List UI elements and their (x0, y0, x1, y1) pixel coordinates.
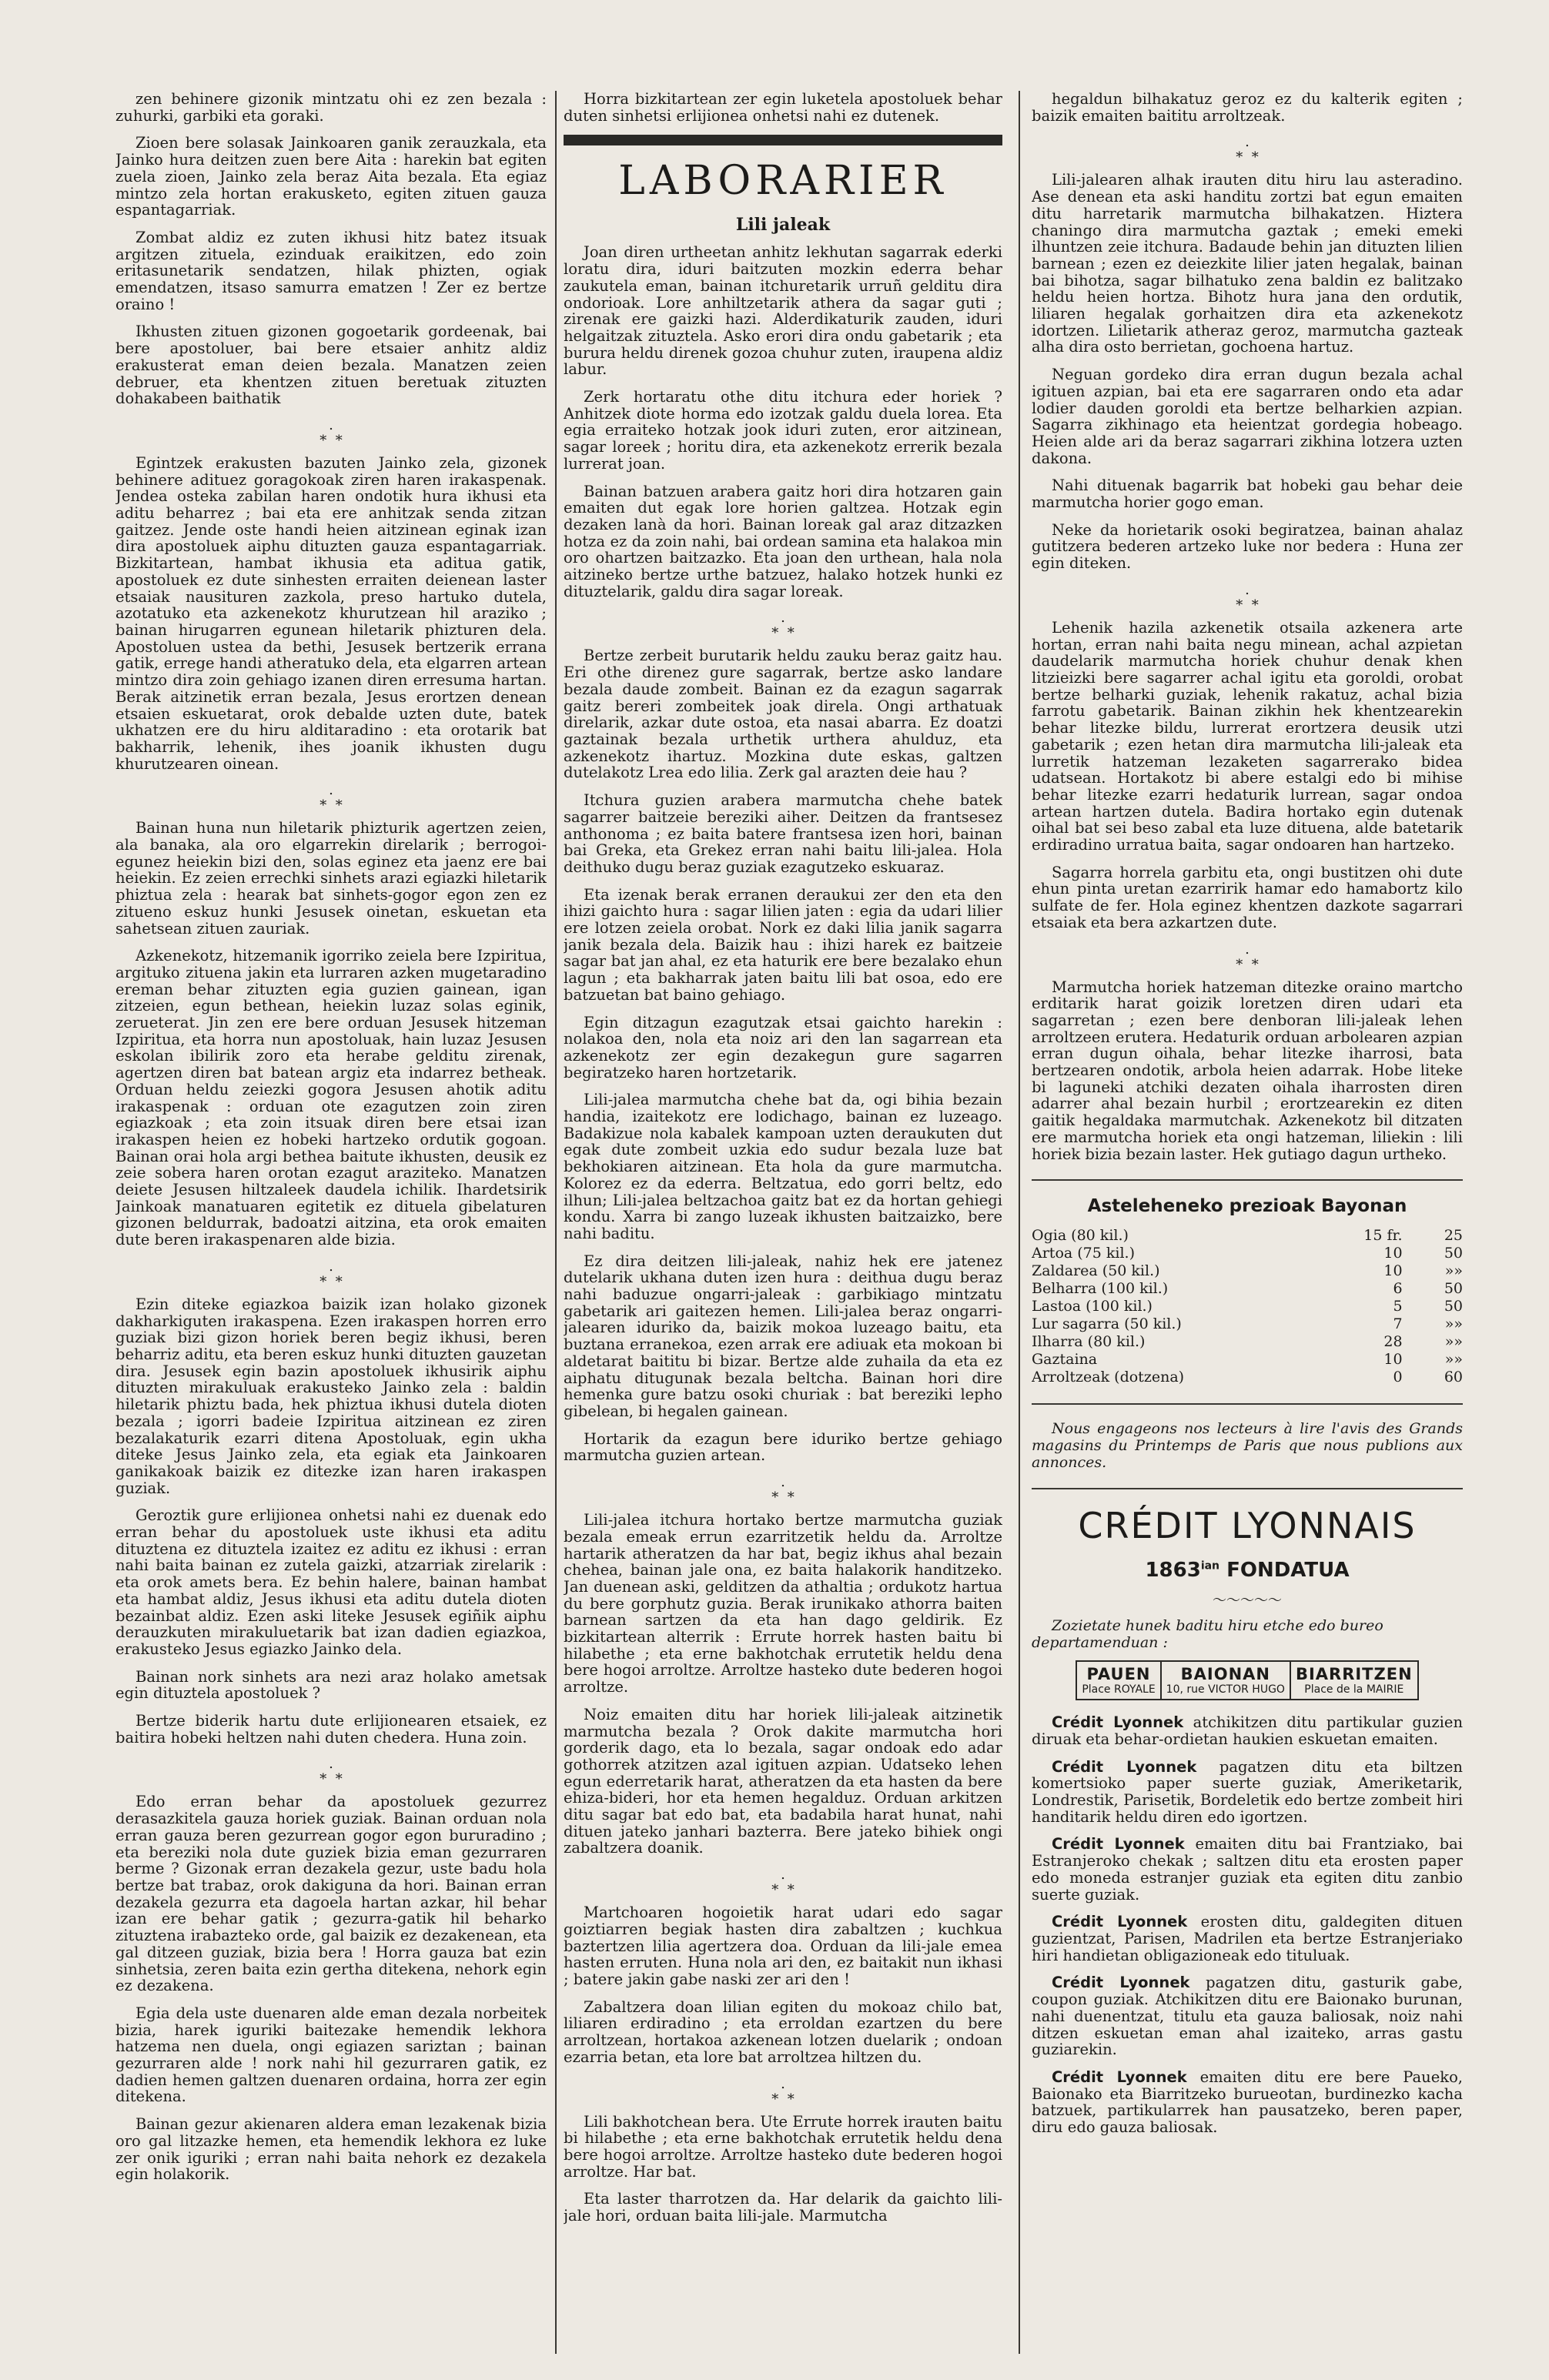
article-paragraph: Neke da horietarik osoki begiratzea, bainan ahalaz gutitzera bederen artzeko luke nor bedera : Huna zer egin diteken. (1032, 520, 1463, 573)
credit-paragraph (1032, 1914, 1463, 1964)
credit-text: erosten ditu, galdegiten dituen guzientzat, Parisen, Madrilen eta bertze Estranjeriako hiri handietan obligazioneak edo tituluak. (1032, 1913, 1463, 1964)
city-address: 10, rue VICTOR HUGO (1166, 1683, 1285, 1696)
price-row (1032, 1298, 1463, 1315)
article-paragraph: Geroztik gure erlijionea onhetsi nahi ez duenak edo erran behar du apostoluek uste ikhusi eta aditu dituztena ez dituztela izaitez ez aditu ez ikhusi : erran nahi baita bainan ez zutela gaizki, atzarriak zirelarik : eta orok amets bera. Ez behin halere, bainan hambat eta hambat aldiz, Jesus ikhusi eta aditu dutela dioten bezainbat aldiz. Ezen aski liteke Jesusek egiñik aiphu derauzkuten mirakuluetarik bat izan dadien egiazkoa, erakusteko Jesus egiazko Jainko dela. (115, 1506, 547, 1658)
credit-squiggle: 〜〜〜〜〜 (1213, 1593, 1282, 1610)
price-name: Lastoa (100 kil.) (1032, 1298, 1153, 1315)
price-name: Zaldarea (50 kil.) (1032, 1262, 1160, 1280)
article-paragraph: Zioen bere solasak Jainkoaren ganik zerauzkala, eta Jainko hura deitzen zuen bere Aita : harekin bat egiten zuela zioen, Jainko zela beraz Aita bezala. Eta egiaz mintzo zela hortan erakusketo, egiten zituen gauza espantagarriak. (115, 134, 547, 219)
separator (1032, 1488, 1463, 1489)
city-address: Place ROYALE (1082, 1683, 1156, 1696)
article-paragraph: Sagarra horrela garbitu eta, ongi bustitzen ohi dute ehun pinta uretan ezarririk hamar edo hamabortz kilo sulfate de fer. Hola eginez khentzen dazkote sagarrari etsaiak eta bera azkartzen dute. (1032, 863, 1463, 931)
article-paragraph: Egintzek erakusten bazuten Jainko zela, gizonek behinere adituez goragokoak ziren haren irakaspenak. Jendea osteka zabilan haren ondotik hura ikhusi eta aditu beharrez ; bai eta ere anhitzak senda zitzan gaitzez. Jende oste handi heien aitzinean eginak izan dira apostoluek aiphu dituzten gauza espantagarriak. Bizkitartean, hambat ikhusia eta aditua gatik, apostoluek ez dute sinhesten erraiten deienean laster etsaiak nausituren zazkola, preso hartuko dutela, azotatuko eta azkenekotz khurutzean hil araziko ; bainan hirugarren egunean hiletarik phizturen dela. Apostoluen ustea da bethi, Jesusek bertzerik errana gatik, errege handi atheratuko dela, eta elgarren artean mintzo dira zoin gehiago izanen diren erresuma hartan. Berak aitzinetik erran bezala, Jesus erortzen denean etsaien eskuetarat, orok debalde uzten dute, batek ukhatzen ere du hiru alditaradino : eta orotarik bat bakharrik, lehenik, ihes joanik ikhusten dugu khurutzearen oinean. (115, 453, 547, 773)
article-paragraph: Lili-jalea marmutcha chehe bat da, ogi bihia bezain handia, izaitekotz ere lodichago, bainan ez luzeago. Badakizue nola kabalek kampoan uzten deraukuten dut egak dute zombeit uzkia edo sudur bezala luze bat bekhokiaren aitzinean. Eta hola da gure marmutcha. Kolorez ez da ederra. Beltzatua, edo gorri beltz, edo ilhun; Lili-jalea beltzachoa gaitz bat ez da hortan gehiegi kondu. Xarra bi zango luzeak ikhusten baitzaizko, bere nahi baditu. (564, 1091, 1002, 1242)
article-paragraph: Hortarik da ezagun bere iduriko bertze gehiago marmutcha guzien artean. (564, 1429, 1002, 1465)
price-fr: 5 (1393, 1298, 1403, 1315)
article-paragraph: Horra bizkitartean zer egin luketela apostoluek behar duten sinhetsi erlijionea onhetsi nahi ez dutenek. (564, 91, 1002, 125)
price-ct: »» (1444, 1315, 1463, 1333)
article-paragraph: Lili-jalea itchura hortako bertze marmutcha guziak bezala emeak errun ezarritzetik heldu da. Arroltze hartarik atheratzen da har bat, begiz ikhus ahal bezain chehea, bainan jale ona, ez baita halakorik handitzeko. Jan duenean aski, gelditzen da athaltia ; ordukotz hartua du bere gorphutz guzia. Berak irunikako athorra baiten barnean sartzen da eta han dago geldirik. Ez bizkitartean alterrik : Errute horrek hasten baitu bi hilabethe ; eta erne bakhotchak errutetik heldu dena bere hogoi arroltze. Arroltze hasteko dute bederen hogoi arroltze. (564, 1511, 1002, 1696)
credit-lead: Crédit Lyonnek (1052, 2067, 1187, 2086)
article-paragraph: Bainan gezur akienaren aldera eman lezakenak bizia oro gal litzazke hemen, eta hemendik lekhora ez luke zer onik iguriki ; erran nahi baita nehork ez dezakela egin holakorik. (115, 2115, 547, 2184)
column-rule-2 (1019, 91, 1020, 2354)
section-separator-asterism: . * * (771, 610, 795, 642)
city-name: BAIONAN (1180, 1665, 1270, 1684)
price-row (1032, 1351, 1463, 1369)
price-name: Ogia (80 kil.) (1032, 1227, 1129, 1245)
section-separator-asterism: . * * (1236, 941, 1259, 973)
column-2 (564, 91, 1002, 2349)
credit-city (1290, 1661, 1418, 1700)
section-separator-asterism: . * * (771, 2075, 795, 2108)
price-ct: 50 (1444, 1280, 1463, 1298)
price-fr: 6 (1393, 1280, 1403, 1298)
credit-lead: Crédit Lyonnek (1052, 1713, 1184, 1732)
credit-text: emaiten ditu ere bere Paueko, Baionako eta Biarritzeko burueotan, burdinezko kacha batzuek, partikularrek han pausatzeko, beren paper, diru edo gauza baliosak. (1032, 2067, 1463, 2137)
prices-table (1032, 1227, 1463, 1386)
price-name: Ilharra (80 kil.) (1032, 1333, 1146, 1351)
article-paragraph: Eta laster tharrotzen da. Har delarik da gaichto lili-jale hori, orduan baita lili-jale. Marmutcha (564, 2190, 1002, 2225)
article-paragraph: zen behinere gizonik mintzatu ohi ez zen bezala : zuhurki, garbiki eta goraki. (115, 91, 547, 125)
section-subheading: Lili jaleak (735, 215, 831, 236)
article-paragraph: Ikhusten zituen gizonen gogoetarik gordeenak, bai bere apostoluer, bai bere etsaier anhitz aldiz erakusterat eman deien bezala. Manatzen zeien debruer, eta khentzen zituen beretuak zituzten dohakabeen baithatik (115, 323, 547, 408)
article-paragraph: Ezin diteke egiazkoa baizik izan holako gizonek dakharkiguten irakaspena. Ezen irakaspen horren erro guziak bizi gizon horiek beren begiz ikhusi, beren beharriz aditu, eta beren eskuz hunki dituzten gauzetan dira. Jesusek egin bazin apostoluek ikhusirik aiphu dituzten mirakuluak erakusteko Jainko zela : baldin hiletarik phiztu bada, hek phiztua ikhusi dutela dioten bezala ; igorri badeie Izpiritua aitzinean ez ziren bezalakaturik ezarri ditena Apostoluak, egin ukha diteke Jesus Jainko zela, eta egiak eta Jainkoaren ganikakoak baizik ez ditezke izan haren irakaspen guziak. (115, 1295, 547, 1497)
prices-title: Asteleheneko prezioak Bayonan (1087, 1196, 1407, 1217)
article-paragraph: Noiz emaiten ditu har horiek lili-jaleak aitzinetik marmutcha bezala ? Orok dakite marmutcha hori gorderik dago, eta lo bezala, sagar ondoak edo adar gothorrek atzitzen azal igituen azpian. Udatseko lehen egun ederretarik harat, atheratzen da eta hasten da bere ehiza-bideri, hor eta hemen hegalduz. Orduan arkitzen ditu sagar bat edo bat, eta badabila harat hunat, nahi dituen jateko janhari bazterra. Bere jateko bihiek ongi zabaltzera doanik. (564, 1705, 1002, 1857)
article-paragraph: Edo erran behar da apostoluek gezurrez derasazkitela gauza horiek guziak. Bainan orduan nola erran gauza beren gezurrean gogor egon bururadino ; eta bereziki nola dute guziek bizia eman gezurraren berme ? Gizonak erran dezakela gezur, uste badu hola bertze bat trabaz, orok dakiguna da hori. Bainan erran dezakela gezurra eta dagoela hartan azkar, hil behar izan ere behar gatik ; gezurra-gatik hil beharko zituztena irabazteko orde, gal baizik ez dezakenean, eta gal ditzeen guziak, bizia bera ! Horra gauza bat ezin sinhetsia, zeren baita ezin gertha ditekena, nehork egin ez dezakena. (115, 1793, 547, 1995)
price-row (1032, 1333, 1463, 1351)
section-separator-asterism: . * * (1236, 134, 1259, 166)
credit-text: pagatzen ditu eta biltzen komertsioko paper suerte guziak, Ameriketarik, Londrestik, Parisetik, Bordeletik edo bertze zombeit hiri handitarik heldu diren edo igortzen. (1032, 1757, 1463, 1826)
article-paragraph: Martchoaren hogoietik harat udari edo sagar goiztiarren begiak hasten dira zabaltzen ; kuchkua baztertzen lilia agertzera doa. Orduan da lili-jale emea hasten erruten. Huna nola ari den, ez baitakit nun ikhasi ; batere jakin gabe naski zer ari den ! (564, 1904, 1002, 1988)
section-separator-asterism: . * * (771, 1474, 795, 1506)
price-name: Belharra (100 kil.) (1032, 1280, 1169, 1298)
price-fr: 7 (1393, 1315, 1403, 1333)
credit-paragraph (1032, 1836, 1463, 1903)
article-paragraph: Zerk hortaratu othe ditu itchura eder horiek ? Anhitzek diote horma edo izotzak galdu duela lorea. Eta egia erraiteko hotzak jook iduri zuten, eror aitzinean, sagar loreek ; horitu dira, eta azkenekotz errerik bezala lurrerat joan. (564, 388, 1002, 473)
founded-word: FONDATUA (1219, 1559, 1350, 1583)
article-paragraph: Lili-jalearen alhak irauten ditu hiru lau asteradino. Ase denean eta aski handitu zortzi bat egun emaiten ditu harretarik marmutcha bilhakatzen. Hiztera chaningo dira marmutcha gaztak ; emeki emeki ilhuntzen zeie itchura. Badaude behin jan dituzten lilien barnean ; ezen ez deiezkite lilier jaten hegalak, bainan bai bihotza, sagar bilhatuko zena baldin ez balitzako heldu heien hortza. Bihotz hura jana den ordutik, liliaren hegalak gorhaitzen dira eta azkenekotz idortzen. Lilietarik atheraz geroz, marmutcha gazteak alha dira osto berrietan, gochoena hartuz. (1032, 171, 1463, 356)
credit-lead: Crédit Lyonnek (1052, 1913, 1188, 1931)
article-paragraph: Bainan nork sinhets ara nezi araz holako ametsak egin dituztela apostoluek ? (115, 1667, 547, 1703)
article-paragraph: Neguan gordeko dira erran dugun bezala achal igituen azpian, bai eta ere sagarraren ondo eta adar lodier dauden goroldi eta bertze belharkien azpian. Sagarra zikhinago eta heientzat gordegia hobeago. Heien alde ari da beraz sagarrari zikhina lotzera uzten dakona. (1032, 366, 1463, 467)
article-paragraph: Bainan huna nun hiletarik phizturik agertzen zeien, ala banaka, ala oro elgarrekin direlarik ; berrogoi-egunez heiekin bizi den, solas eginez eta jaenz ere bai heiekin. Ez zeien errechki sinhets arazi egiazki hiletarik phiztua zela : hearak bat sinhets-gogor egon zen ez zitueno eskuz hunki Jesusek oinetan, eskuetan eta sahetsean zituen zauriak. (115, 819, 547, 938)
price-ct: 50 (1444, 1245, 1463, 1262)
price-row (1032, 1262, 1463, 1280)
section-separator-asterism: . * * (320, 416, 343, 449)
credit-note: Zozietate hunek baditu hiru etche edo bureo departamenduan : (1032, 1617, 1383, 1652)
article-paragraph: Ez dira deitzen lili-jaleak, nahiz hek ere jatenez dutelarik ukhana duten izen hura : deithua dugu beraz nahi baduzue ongarri-jaleak : garbikiago mintzatu gabetarik ari gaitezen hemen. Lili-jalea beraz ongarri-jalearen iduriko da, baizik mokoa luzeago baitu, eta buztana erranekoa, ezen arrak ere adiuak eta mokoan bi aldetarat baititu bi bizar. Bertze alde zuhaila da eta ez aiphatu ditugunak bezala beltcha. Bainan hori dire hemenka gure batzu osoki churiak : bat bereziki lepho gibelean, bi hegalen gainean. (564, 1252, 1002, 1420)
city-name: BIARRITZEN (1295, 1665, 1413, 1684)
section-separator-asterism: . * * (320, 782, 343, 814)
price-row (1032, 1369, 1463, 1386)
founded-year: 1863 (1145, 1559, 1201, 1583)
credit-paragraph (1032, 2069, 1463, 2136)
price-name: Artoa (75 kil.) (1032, 1245, 1135, 1262)
price-row (1032, 1245, 1463, 1262)
price-name: Lur sagarra (50 kil.) (1032, 1315, 1182, 1333)
article-paragraph: Joan diren urtheetan anhitz lekhutan sagarrak ederki loratu dira, iduri baitzuten mozkin ederra behar zaukutela eman, bainan itchuretarik urruñ gelditu dira ondorioak. Lore anhiltzetarik athera da sagar guti ; zirenak ere gaizki hazi. Alderdikaturik zauden, iduri helgaitzak zituztela. Asko erori dira ondu gabetarik ; eta burura heldu direnek gozoa chuhur zuten, iraupena aldiz labur. (564, 243, 1002, 379)
article-paragraph: Eta izenak berak erranen deraukui zer den eta den ihizi gaichto hura : sagar lilien jaten : egia da udari lilier ere lotzen zeiela orobat. Nork ez daki lilia janik sagarra janik bezala dela. Baizik hau : ihizi harek ez baitzeie sagar bat jan ahal, ez eta haturik ere bere bezalako ehun lagun ; eta bakharrak jaten baitu lili bat osoa, edo ere batzuetan bat baino gehiago. (564, 885, 1002, 1004)
article-paragraph: Zabaltzera doan lilian egiten du mokoaz chilo bat, liliaren erdiradino ; eta erroldan ezartzen du bere arroltzean, hortakoa azkenean lotzen duelarik ; ondoan ezarria betan, eta lore bat arroltzea hiltzen du. (564, 1997, 1002, 2066)
credit-cities (1076, 1660, 1418, 1700)
price-fr: 10 (1383, 1245, 1403, 1262)
credit-text: pagatzen ditu, gasturik gabe, coupon guziak. Atchikitzen ditu ere Baionako burunan, nahi duenentzat, titulu eta gauza baliosak, noiz nahi ditzen eskuetan eman ahal izaiteko, arras gastu guziarekin. (1032, 1974, 1463, 2059)
credit-lead: Crédit Lyonnek (1052, 1835, 1185, 1854)
credit-lead: Crédit Lyonnek (1052, 1974, 1190, 1992)
column-rule-1 (555, 91, 557, 2354)
credit-city (1161, 1661, 1290, 1700)
article-paragraph: hegaldun bilhakatuz geroz ez du kalterik egiten ; baizik emaiten baititu arroltzeak. (1032, 91, 1463, 125)
section-separator-asterism: . * * (1236, 581, 1259, 613)
price-ct: »» (1444, 1333, 1463, 1351)
price-ct: »» (1444, 1262, 1463, 1280)
founded-suffix: ian (1200, 1559, 1220, 1573)
article-paragraph: Azkenekotz, hitzemanik igorriko zeiela bere Izpiritua, argituko zituena jakin eta lurraren azken mugetaradino ereman behar zituzten egia guzien gainean, igan zitzeien, egun bethean, heiekin luzaz solas eginik, zerueterat. Jin zen ere bere orduan Jesusek hitzeman Izpiritua, eta horra nun apostoluak, hain luzaz Jesusen eskolan ibilirik zoro eta herabe gelditu zirenak, agertzen diren bat batean argiz eta indarrez betheak. Orduan heldu zeiezki gogora Jesusen ahotik aditu irakaspenak : orduan ote ezagutzen zoin ziren egiazkoak ; eta zoin itsuak diren bere etsai izan irakaspen heien ez hobeki hartzeko ordutik gogoan. Bainan orai hola argi bethea baitute ikhusten, deusik ez zeie sobera haren orotan ezagut araziteko. Manatzen deiete Jesusen hiltzaleek daudela ichilik. Ihardetsirik Jainkoak manatuaren egitetik ez dituela gibelaturen gizonen beldurrak, badoatzi aitzina, eta orok emaiten dute beren irakaspenaren alde bizia. (115, 947, 547, 1249)
price-name: Gaztaina (1032, 1351, 1098, 1369)
section-heading: LABORARIER (618, 158, 948, 205)
section-separator-asterism: . * * (771, 1867, 795, 1899)
article-paragraph: Bainan batzuen arabera gaitz hori dira hotzaren gain emaiten dut egak lore horien galtzea. Hotzak egin dezaken lanà da hori. Bainan loreak gal araz ditzazken hotza ez da zoin nahi, bai ordean samina eta halakoa min oro ohartzen baitzazko. Eta joan den urthean, hala nola aitzineko bertze urthe batzuez, halako hotzek hunki ez dituztelarik, galdu dira sagar loreak. (564, 482, 1002, 600)
credit-text: atchikitzen ditu partikular guzien diruak eta behar-ordietan haukien eskuetan emaiten. (1032, 1713, 1463, 1748)
article-paragraph: Bertze biderik hartu dute erlijionearen etsaiek, ez baitira hobeki heltzen nahi duten chedera. Huna zoin. (115, 1712, 547, 1747)
credit-title: CRÉDIT LYONNAIS (1078, 1505, 1417, 1547)
credit-text: emaiten ditu bai Frantziako, bai Estranjeroko chekak ; saltzen ditu eta erosten paper edo moneda estranjer guziak eta egiten ditu zanbio suerte guziak. (1032, 1835, 1463, 1904)
article-paragraph: Lili bakhotchean bera. Ute Errute horrek irauten baitu bi hilabethe ; eta erne bakhotchak errutetik heldu dena bere hogoi arroltze. Arroltze hasteko dute bederen hogoi arroltze. Har bat. (564, 2112, 1002, 2181)
column-3 (1032, 91, 1463, 2349)
price-ct: 25 (1444, 1227, 1463, 1245)
column-1 (115, 91, 547, 2349)
credit-paragraph (1032, 1974, 1463, 2058)
price-fr: 0 (1393, 1369, 1403, 1386)
price-name: Arroltzeak (dotzena) (1032, 1369, 1185, 1386)
price-fr: 15 fr. (1363, 1227, 1403, 1245)
price-row (1032, 1280, 1463, 1298)
article-paragraph: Egia dela uste duenaren alde eman dezala norbeitek bizia, harek iguriki baitezake hemendik lekhora hatzema nen duela, ongi egiazen sariztan ; bainan gezurraren alde ! nork nahi hil gezurraren gatik, ez dadien hemen galtzen duenaren ordaina, horra zer egin ditekena. (115, 2004, 547, 2106)
price-ct: 50 (1444, 1298, 1463, 1315)
price-fr: 10 (1383, 1351, 1403, 1369)
separator (1032, 1403, 1463, 1405)
price-row (1032, 1315, 1463, 1333)
city-name: PAUEN (1086, 1665, 1151, 1684)
separator (1032, 1179, 1463, 1181)
price-ct: 60 (1444, 1369, 1463, 1386)
article-paragraph: Bertze zerbeit burutarik heldu zauku beraz gaitz hau. Eri othe direnez gure sagarrak, bertze asko landare bezala daude zombeit. Bainan ez da ezagun sagarrak gaitz bereri zombeitek joak direla. Ongi arthatuak direlarik, azkar dute ostoa, eta nasai abarra. Ez doatzi gaztainak bezala urthetik urthera ahulduz, eta azkenekotz ihartuz. Mozkina dute eskas, galtzen dutelakotz Lrea edo lilia. Zerk gal arazten deie hau ? (564, 647, 1002, 782)
city-address: Place de la MAIRIE (1304, 1683, 1404, 1696)
article-paragraph: Nahi dituenak bagarrik bat hobeki gau behar deie marmutcha horier gogo eman. (1032, 476, 1463, 512)
article-paragraph: Zombat aldiz ez zuten ikhusi hitz batez itsuak argitzen zituela, ezinduak eraikitzen, edo zoin eritasunetarik sendatzen, hilak phizten, ogiak emendatzen, itsaso samurra ematzen ! Zer ez bertze oraino ! (115, 228, 547, 313)
credit-founded (1032, 1559, 1463, 1582)
price-ct: »» (1444, 1351, 1463, 1369)
notice-text: Nous engageons nos lecteurs à lire l'avis des Grands magasins du Printemps de Paris que nous publions aux annonces. (1032, 1420, 1463, 1472)
article-paragraph: Egin ditzagun ezagutzak etsai gaichto harekin : nolakoa den, nola eta noiz ari den lan sagarrean eta azkenekotz zer egin dezakegun gure sagarren begiratzeko haren hortzetarik. (564, 1013, 1002, 1081)
section-separator-asterism: . * * (320, 1756, 343, 1788)
credit-city (1076, 1661, 1160, 1700)
price-fr: 10 (1383, 1262, 1403, 1280)
article-paragraph: Itchura guzien arabera marmutcha chehe batek sagarrer baitzeie bereziki aiher. Deitzen da frantsesez anthonoma ; ez baita batere frantsesa izen hori, bainan bai Greka, eta Grekez erran nahi baitu lili-jalea. Hola deithuko dugu beraz guziak ezagutzeko eskuaraz. (564, 791, 1002, 876)
credit-paragraph (1032, 1759, 1463, 1826)
article-paragraph: Lehenik hazila azkenetik otsaila azkenera arte hortan, erran nahi baita negu minean, achal azpietan daudelarik marmutcha horiek chuhur denak khen litzieizki bere sagarrer achal igitu eta goroldi, orobat bertze belharki guziak, lehenik rakatuz, achal bizia farrotu gabetarik. Bainan zikhin hek khentzearekin behar litezke bildu, lurrerat erortzera deusik utzi gabetarik ; ezen hetan dira marmutcha lili-jaleak eta lurretik hatzeman lezaketen sagarrerako bidea udatsean. Hortakotz bi abere estalgi edo bi mihise behar litezke ezarri hedaturik lurrean, sagar ondoa artean hartzen dutela. Badira hortako egin dutenak oihal bat sei beso zabal eta luze dituena, alde batetarik erdiradino urratua baita, sagar ondoaren han hartzeko. (1032, 618, 1463, 854)
decorative-bar (564, 135, 1002, 145)
credit-paragraph (1032, 1714, 1463, 1747)
section-separator-asterism: . * * (320, 1258, 343, 1290)
price-row (1032, 1227, 1463, 1245)
credit-lead: Crédit Lyonnek (1052, 1757, 1197, 1776)
price-fr: 28 (1383, 1333, 1403, 1351)
article-paragraph: Marmutcha horiek hatzeman ditezke oraino martcho erditarik harat goizik loretzen diren udari eta sagarretan ; ezen bere denboran lili-jaleak lehen arroltzeen erutera. Hedaturik orduan arbolearen azpian erran dugun oihala, behar litezke iharrosi, bata bertzearen ondotik, arbola heien adarrak. Hobe liteke bi laguneki atchiki dezaten oihala iharrosten diren adarrer ahal bezain hurbil ; erortzearekin ez diten gaitik hegaldaka marmutchak. Azkenekotz bil ditzaten ere marmutcha horiek eta ongi hatzeman, liliekin : lili horiek bizia bezain laster. Hek gutiago dagun urtheko. (1032, 978, 1463, 1163)
